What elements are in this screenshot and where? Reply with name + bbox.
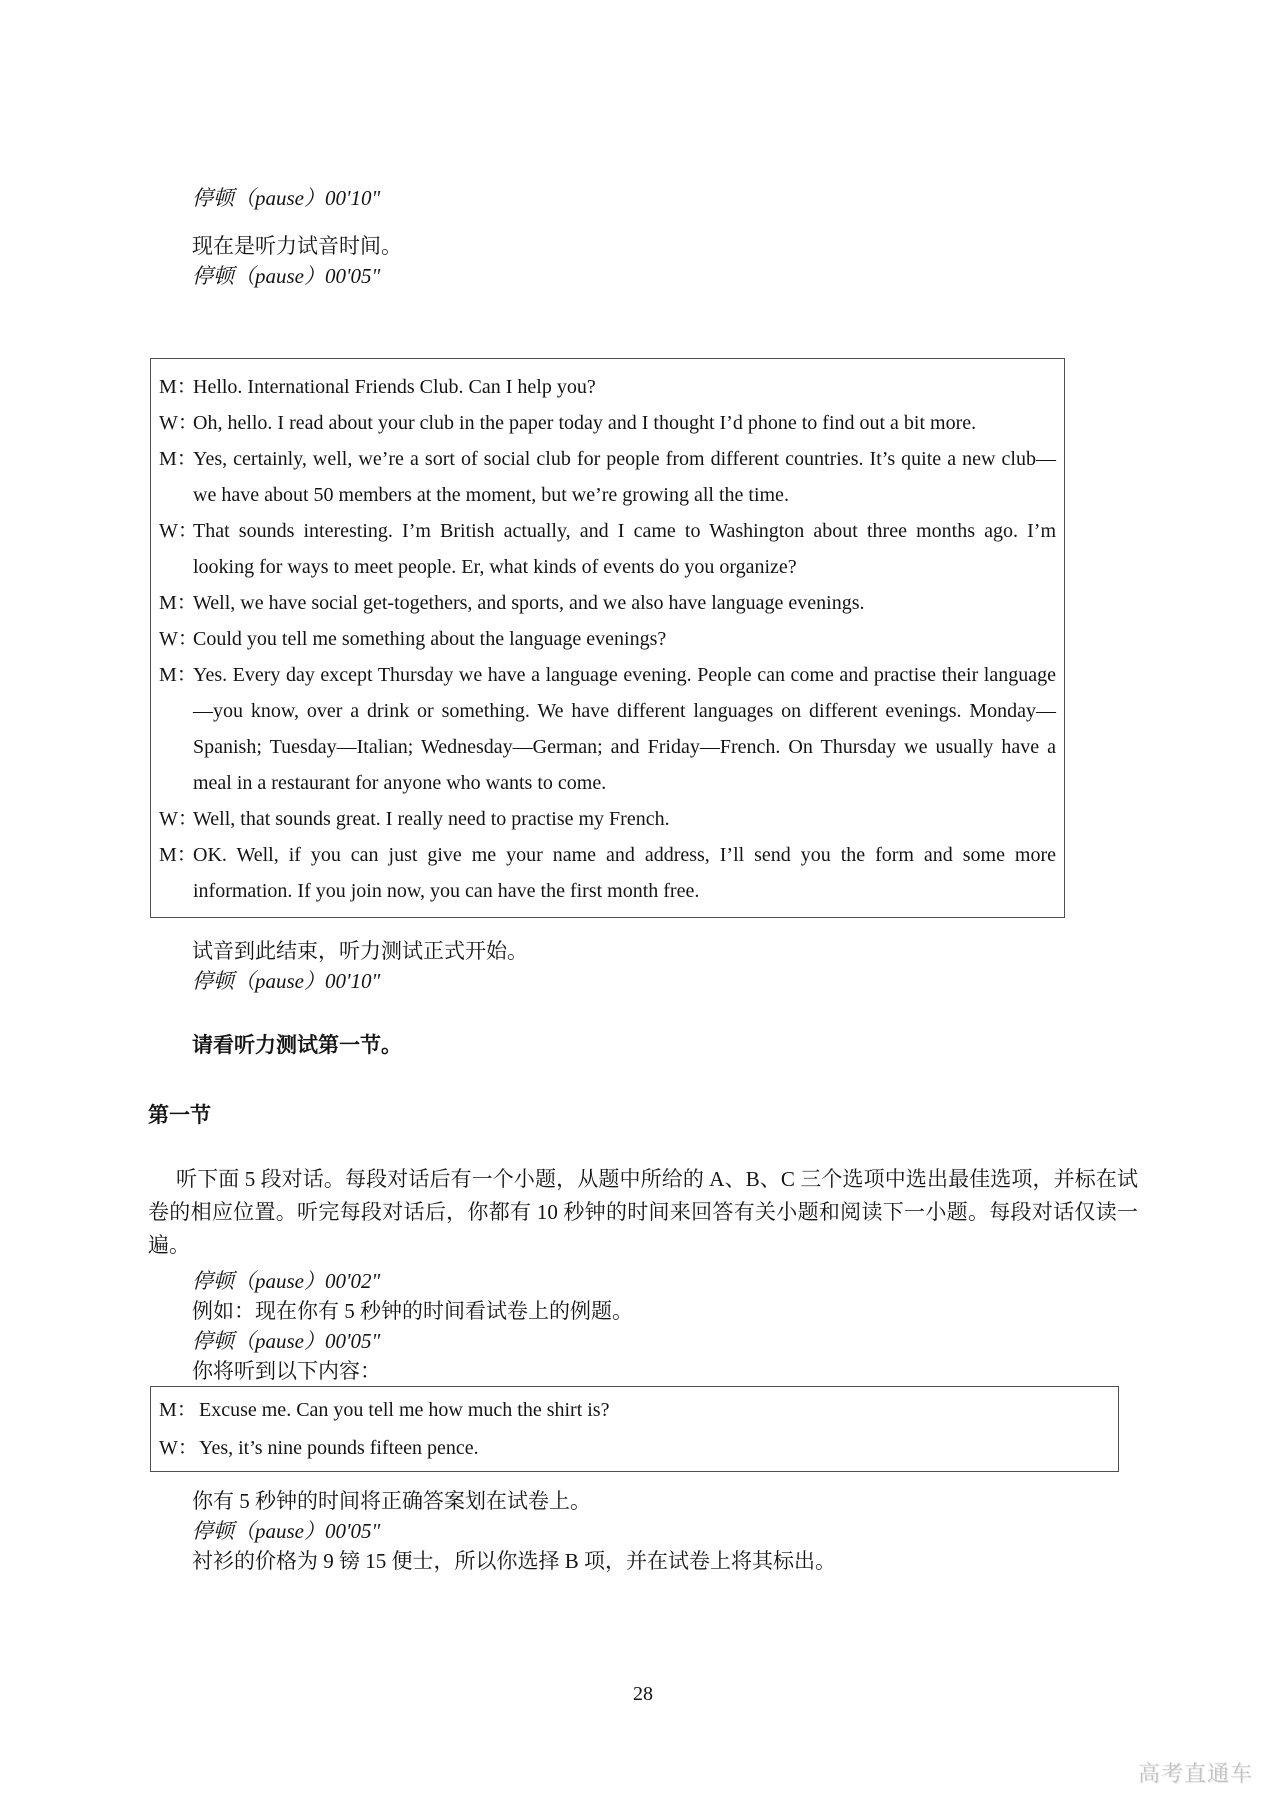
- pause-line-6: 停顿（pause）00'05": [192, 1519, 381, 1543]
- listen-intro-line: 你将听到以下内容：: [192, 1359, 381, 1383]
- look-section-line: 请看听力测试第一节。: [192, 1034, 402, 1057]
- dialogue-text: Excuse me. Can you tell me how much the shirt is?: [199, 1399, 610, 1421]
- speaker-label: M：: [159, 844, 197, 866]
- speaker-label: W：: [159, 808, 198, 830]
- sample-dialogue-box: [150, 358, 1065, 918]
- sound-check-end-line: 试音到此结束，听力测试正式开始。: [192, 939, 528, 963]
- dialogue-turn: [159, 621, 1056, 657]
- sound-check-line: 现在是听力试音时间。: [192, 234, 402, 258]
- dialogue-text: OK. Well, if you can just give me your name and address, I’ll send you the form and some more information. If you join now, you can have the first month free.: [193, 844, 1056, 902]
- speaker-label: M：: [159, 1399, 197, 1421]
- dialogue-turn: [159, 657, 1056, 801]
- watermark: 高考直通车: [1137, 1761, 1253, 1786]
- dialogue-turn: [159, 1391, 1110, 1429]
- pause-line-1: 停顿（pause）00'10": [192, 186, 381, 210]
- dialogue-text: That sounds interesting. I’m British actually, and I came to Washington about three months ago. I’m looking for ways to meet people. Er, what kinds of events do you organize?: [193, 520, 1056, 578]
- speaker-label: M：: [159, 592, 197, 614]
- dialogue-text: Hello. International Friends Club. Can I help you?: [193, 376, 596, 398]
- section-heading: 第一节: [148, 1104, 211, 1127]
- speaker-label: W：: [159, 520, 198, 542]
- dialogue-turn: [159, 441, 1056, 513]
- dialogue-turn: [159, 369, 1056, 405]
- dialogue-turn: [159, 513, 1056, 585]
- speaker-label: W：: [159, 628, 198, 650]
- dialogue-text: Could you tell me something about the language evenings?: [193, 628, 667, 650]
- page-number: 28: [633, 1683, 653, 1705]
- answer-time-line: 你有 5 秒钟的时间将正确答案划在试卷上。: [192, 1489, 591, 1513]
- dialogue-text: Oh, hello. I read about your club in the paper today and I thought I’d phone to find out a bit more.: [193, 412, 977, 434]
- pause-line-5: 停顿（pause）00'05": [192, 1329, 381, 1353]
- speaker-label: M：: [159, 376, 197, 398]
- speaker-label: W：: [159, 1437, 198, 1459]
- answer-explain-line: 衬衫的价格为 9 镑 15 便士，所以你选择 B 项，并在试卷上将其标出。: [192, 1549, 837, 1573]
- example-intro-line: 例如：现在你有 5 秒钟的时间看试卷上的例题。: [192, 1299, 633, 1323]
- speaker-label: M：: [159, 448, 197, 470]
- speaker-label: M：: [159, 664, 197, 686]
- dialogue-turn: [159, 405, 1056, 441]
- page-content: [148, 0, 1138, 1576]
- dialogue-turn: [159, 585, 1056, 621]
- dialogue-text: Well, we have social get-togethers, and sports, and we also have language evenings.: [193, 592, 865, 614]
- pause-line-2: 停顿（pause）00'05": [192, 264, 381, 288]
- dialogue-turn: [159, 1429, 1110, 1467]
- dialogue-turn: [159, 837, 1056, 909]
- pause-line-4: 停顿（pause）00'02": [192, 1269, 381, 1293]
- dialogue-text: Yes, certainly, well, we’re a sort of social club for people from different countries. It’s quite a new club—we have about 50 members at the moment, but we’re growing all the time.: [193, 448, 1056, 506]
- speaker-label: W：: [159, 412, 198, 434]
- dialogue-text: Yes. Every day except Thursday we have a language evening. People can come and practise their language—you know, over a drink or something. We have different languages on different evenings. Monday—Spanish; Tuesday—Italian; Wednesday—German; and Friday—French. On Thursday we usually have a meal in a restaurant for anyone who wants to come.: [193, 664, 1056, 794]
- section-instructions: 听下面 5 段对话。每段对话后有一个小题，从题中所给的 A、B、C 三个选项中选出最佳选项，并标在试卷的相应位置。听完每段对话后，你都有 10 秒钟的时间来回答有关小题和阅读下一小题。每段对话仅读一遍。: [148, 1167, 1138, 1257]
- example-dialogue-box: [150, 1386, 1119, 1472]
- dialogue-text: Yes, it’s nine pounds fifteen pence.: [199, 1437, 479, 1459]
- pause-line-3: 停顿（pause）00'10": [192, 969, 381, 993]
- dialogue-turn: [159, 801, 1056, 837]
- dialogue-text: Well, that sounds great. I really need to practise my French.: [193, 808, 670, 830]
